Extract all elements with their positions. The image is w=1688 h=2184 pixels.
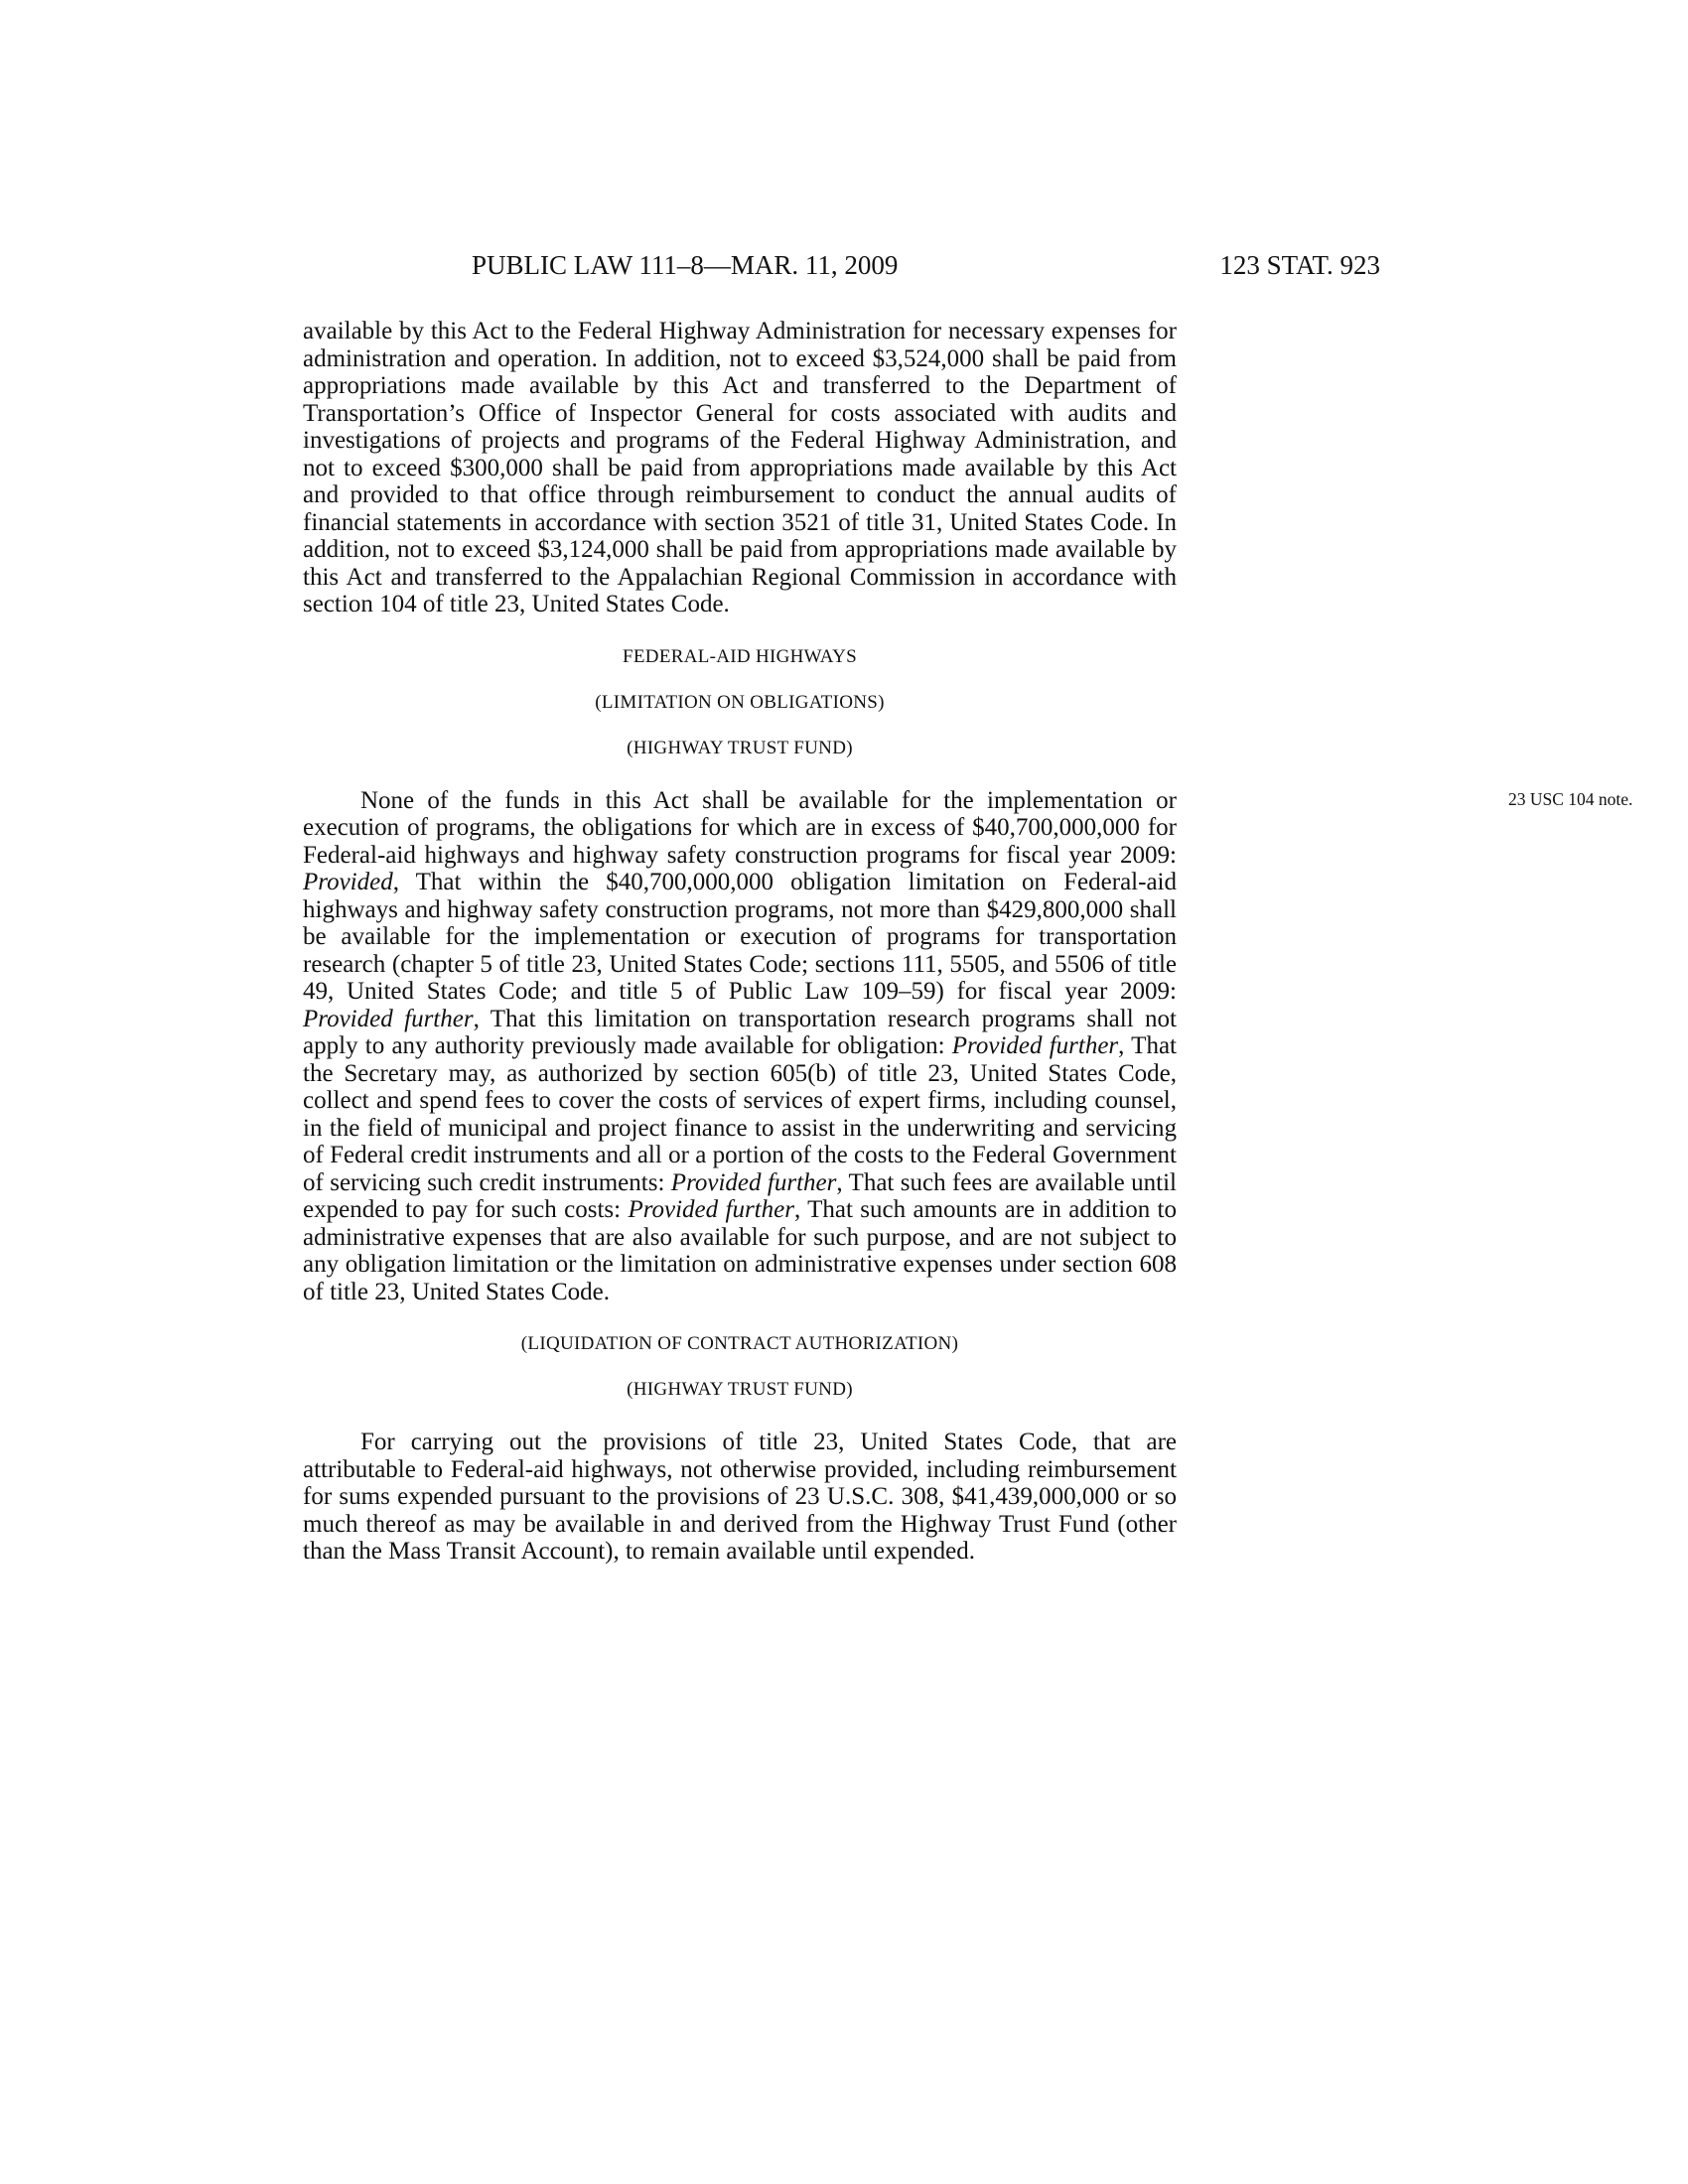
paragraph-continuation: available by this Act to the Federal Highway Administration for necessary expenses for administration and operation. In addition, not to exceed $3,524,000 shall be paid from appropriations made available by this Act and transferred to the Department of Transportation’s Office of Inspector General for costs associated with audits and investigations of projects and programs of the Federal Highway Administration, and not to exceed $300,000 shall be paid from appropriations made available by this Act and provided to that office through reimbursement to conduct the annual audits of financial statements in accordance with section 3521 of title 31, United States Code. In addition, not to exceed $3,124,000 shall be paid from appropriations made available by this Act and transferred to the Appalachian Regional Commission in accordance with section 104 of title 23, United States Code. [303,318,1177,617]
margin-note-usc: 23 USC 104 note. [1508,788,1633,809]
text-run: , That within the $40,700,000,000 obligation limitation on Federal-aid highways and highway safety construction programs, not more than $429,800,000 shall be available for the implementation or execution of programs for transportation research (chapter 5 of title 23, United States Code; sections 111, 5505, and 5506 of title 49, United States Code; and title 5 of Public Law 109–59) for fiscal year 2009: [303,869,1177,1005]
italic-provided-further: Provided further [303,1005,474,1032]
limitation-section [303,786,1633,1306]
italic-provided-further: Provided further [628,1196,794,1223]
subheading-highway-trust-fund-2: (HIGHWAY TRUST FUND) [627,1379,853,1400]
italic-provided-further: Provided further [670,1168,837,1196]
italic-provided: Provided [303,869,393,895]
subheading-limitation-on-obligations: (LIMITATION ON OBLIGATIONS) [595,691,885,713]
subheading-highway-trust-fund: (HIGHWAY TRUST FUND) [627,737,853,758]
paragraph-liquidation: For carrying out the provisions of title 23, United States Code, that are attributable to Federal-aid highways, not otherwise provided, including reimbursement for sums expended pursuant to the provisions of 23 U.S.C. 308, $41,439,000,000 or so much thereof as may be available in and derived from the Highway Trust Fund (other than the Mass Transit Account), to remain available until expended. [303,1429,1177,1565]
text-run: , That the Secretary may, as authorized by section 605(b) of title 23, United States Code, collect and spend fees to cover the costs of services of expert firms, including counsel, in the field of municipal and project finance to assist in the underwriting and servicing of Federal credit instruments and all or a portion of the costs to the Federal Government of servicing such credit instruments: [303,1032,1177,1196]
subheading-liquidation-of-contract-authorization: (LIQUIDATION OF CONTRACT AUTHORIZATION) [520,1333,959,1354]
section-heading-federal-aid-highways: FEDERAL-AID HIGHWAYS [623,645,857,667]
text-run: None of the funds in this Act shall be available for the implementation or execution of programs, the obligations for which are in excess of $40,700,000,000 for Federal-aid highways and highway safety construction programs for fiscal year 2009: [303,786,1177,869]
page-stat-number: 123 STAT. 923 [1219,250,1380,280]
text-run: , That this limitation on transportation research programs shall not apply to any authority previously made available for obligation: [303,1005,1177,1059]
text-run: , That such fees are available until expended to pay for such costs: [303,1168,1178,1223]
paragraph-limitation [303,787,1177,1306]
italic-provided-further: Provided further [951,1032,1119,1059]
running-head [303,250,1380,290]
running-head-title: PUBLIC LAW 111–8—MAR. 11, 2009 [472,250,899,280]
body-text [303,318,1633,1566]
text-run: , That such amounts are in addition to administrative expenses that are also available for such purpose, and are not subject to any obligation limitation or the limitation on administrative expenses under section 608 of title 23, United States Code. [303,1196,1178,1305]
